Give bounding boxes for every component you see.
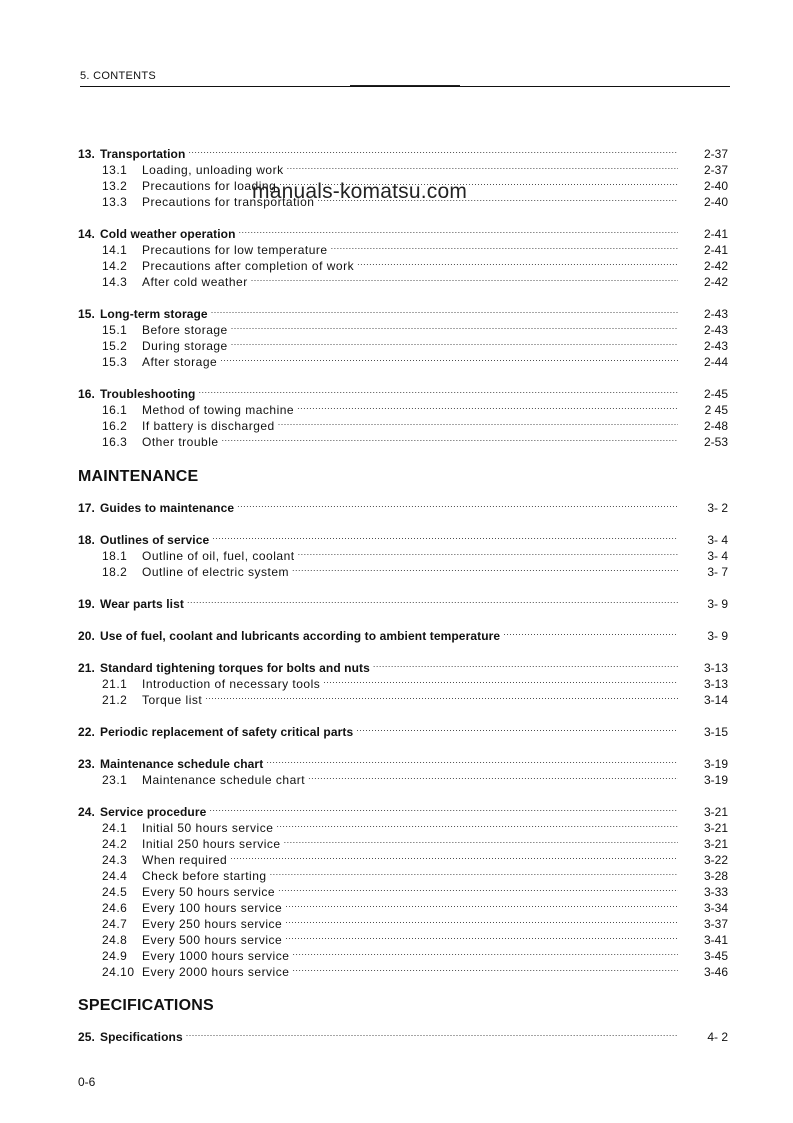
toc-group: [78, 624, 728, 643]
toc-group: [78, 528, 728, 579]
entry-page: 3- 7: [707, 565, 728, 579]
entry-page: 3-14: [703, 693, 728, 707]
entry-number: 24.8: [102, 933, 128, 947]
entry-page: 3-21: [703, 805, 728, 819]
toc-group: [78, 800, 728, 979]
toc-group: [78, 720, 728, 739]
toc-chapter-entry[interactable]: [78, 624, 728, 643]
dot-leader: [239, 222, 678, 238]
entry-page: 3-15: [703, 725, 728, 739]
entry-number: 14.: [78, 227, 95, 241]
entry-number: 24.: [78, 805, 95, 819]
entry-page: 3-41: [703, 933, 728, 947]
toc-group: [78, 752, 728, 787]
entry-number: 21.: [78, 661, 95, 675]
entry-number: 14.2: [102, 259, 128, 273]
entry-label: Introduction of necessary tools: [142, 677, 321, 691]
entry-number: 13.2: [102, 179, 128, 193]
entry-page: 2-43: [703, 339, 728, 353]
entry-page: 2-44: [703, 355, 728, 369]
entry-label: Torque list: [142, 693, 203, 707]
toc-group: [78, 656, 728, 707]
entry-number: 24.5: [102, 885, 128, 899]
entry-number: 13.: [78, 147, 95, 161]
entry-label: Initial 250 hours service: [142, 837, 281, 851]
toc-chapter-entry[interactable]: [78, 382, 728, 401]
entry-page: 3-37: [703, 917, 728, 931]
dot-leader: [209, 800, 678, 816]
entry-label: Maintenance schedule chart: [142, 773, 306, 787]
entry-number: 24.2: [102, 837, 128, 851]
page-number: 0-6: [78, 1075, 96, 1089]
entry-label: After storage: [142, 355, 218, 369]
dot-leader: [308, 768, 678, 784]
entry-label: During storage: [142, 339, 228, 353]
entry-page: 2-43: [703, 323, 728, 337]
dot-leader: [331, 238, 678, 254]
entry-page: 3-45: [703, 949, 728, 963]
entry-label: Loading, unloading work: [142, 163, 284, 177]
entry-number: 25.: [78, 1030, 95, 1044]
entry-label: Other trouble: [142, 435, 219, 449]
dot-leader: [285, 928, 678, 944]
watermark: manuals-komatsu.com: [252, 180, 468, 203]
dot-leader: [292, 944, 678, 960]
toc-chapter-entry[interactable]: [78, 592, 728, 611]
entry-page: 2-42: [703, 259, 728, 273]
entry-label: Wear parts list: [99, 597, 184, 611]
entry-label: Every 1000 hours service: [142, 949, 290, 963]
entry-label: Precautions for transportation: [142, 195, 315, 209]
toc-group: [78, 382, 728, 449]
entry-label: Every 250 hours service: [142, 917, 283, 931]
entry-number: 15.: [78, 307, 95, 321]
toc-part-specifications: [78, 1025, 728, 1057]
entry-label: Check before starting: [142, 869, 267, 883]
entry-label: Outlines of service: [99, 533, 210, 547]
entry-number: 24.10: [102, 965, 135, 979]
entry-number: 16.1: [102, 403, 128, 417]
entry-page: 2-45: [703, 387, 728, 401]
dot-leader: [292, 960, 678, 976]
entry-label: Guides to maintenance: [99, 501, 235, 515]
entry-page: 2-42: [703, 275, 728, 289]
entry-page: 2-41: [703, 227, 728, 241]
toc-chapter-entry[interactable]: [78, 222, 728, 241]
entry-number: 14.1: [102, 243, 128, 257]
dot-leader: [222, 430, 678, 446]
entry-page: 2-53: [703, 435, 728, 449]
entry-label: When required: [142, 853, 228, 867]
entry-label: Periodic replacement of safety critical parts: [99, 725, 354, 739]
entry-number: 22.: [78, 725, 95, 739]
entry-page: 3-34: [703, 901, 728, 915]
entry-number: 18.2: [102, 565, 128, 579]
dot-leader: [285, 896, 678, 912]
entry-label: Standard tightening torques for bolts and nuts: [99, 661, 370, 675]
dot-leader: [357, 254, 678, 270]
dot-leader: [205, 688, 678, 704]
dot-leader: [231, 334, 678, 350]
entry-number: 14.3: [102, 275, 128, 289]
toc-chapter-entry[interactable]: [78, 720, 728, 739]
entry-label: Long-term storage: [99, 307, 208, 321]
entry-label: Precautions for loading: [142, 179, 277, 193]
entry-page: 2-43: [703, 307, 728, 321]
entry-page: 2-37: [703, 163, 728, 177]
dot-leader: [220, 350, 678, 366]
entry-page: 2-41: [703, 243, 728, 257]
entry-label: Every 100 hours service: [142, 901, 283, 915]
entry-number: 13.3: [102, 195, 128, 209]
dot-leader: [373, 656, 678, 672]
entry-number: 21.1: [102, 677, 128, 691]
section-heading-maintenance: MAINTENANCE: [78, 468, 199, 485]
entry-page: 3-33: [703, 885, 728, 899]
entry-number: 24.3: [102, 853, 128, 867]
entry-page: 4- 2: [707, 1030, 728, 1044]
dot-leader: [292, 560, 678, 576]
entry-number: 15.2: [102, 339, 128, 353]
toc-chapter-entry[interactable]: [78, 1025, 728, 1044]
dot-leader: [231, 318, 678, 334]
entry-label: Every 50 hours service: [142, 885, 276, 899]
dot-leader: [356, 720, 678, 736]
entry-number: 24.7: [102, 917, 128, 931]
entry-page: 3-19: [703, 773, 728, 787]
toc-chapter-entry[interactable]: [78, 656, 728, 675]
entry-number: 13.1: [102, 163, 128, 177]
entry-number: 23.: [78, 757, 95, 771]
entry-number: 15.1: [102, 323, 128, 337]
section-heading-specifications: SPECIFICATIONS: [78, 997, 214, 1014]
entry-label: Outline of oil, fuel, coolant: [142, 549, 295, 563]
dot-leader: [211, 302, 678, 318]
dot-leader: [278, 880, 678, 896]
dot-leader: [276, 816, 678, 832]
entry-label: Before storage: [142, 323, 228, 337]
dot-leader: [298, 544, 678, 560]
entry-label: Initial 50 hours service: [142, 821, 274, 835]
dot-leader: [237, 496, 678, 512]
entry-label: Use of fuel, coolant and lubricants according to ambient temperature: [99, 629, 501, 643]
entry-page: 3-22: [703, 853, 728, 867]
entry-label: Every 500 hours service: [142, 933, 283, 947]
entry-page: 3- 2: [707, 501, 728, 515]
toc-group: [78, 592, 728, 611]
entry-label: Outline of electric system: [142, 565, 290, 579]
entry-page: 3-28: [703, 869, 728, 883]
entry-label: Precautions for low temperature: [142, 243, 328, 257]
entry-number: 23.1: [102, 773, 128, 787]
entry-number: 18.1: [102, 549, 128, 563]
dot-leader: [503, 624, 678, 640]
entry-label: Every 2000 hours service: [142, 965, 290, 979]
toc-chapter-entry[interactable]: [78, 302, 728, 321]
entry-label: Transportation: [99, 147, 186, 161]
dot-leader: [297, 398, 678, 414]
entry-label: Troubleshooting: [99, 387, 196, 401]
entry-page: 3- 9: [707, 597, 728, 611]
entry-page: 2-37: [703, 147, 728, 161]
dot-leader: [287, 158, 678, 174]
entry-number: 21.2: [102, 693, 128, 707]
toc-group: [78, 302, 728, 369]
toc-chapter-entry[interactable]: [78, 752, 728, 771]
entry-label: Cold weather operation: [99, 227, 236, 241]
entry-page: 3-46: [703, 965, 728, 979]
dot-leader: [323, 672, 678, 688]
header-rule-accent: [350, 85, 460, 87]
entry-page: 3-19: [703, 757, 728, 771]
entry-page: 2-40: [703, 195, 728, 209]
toc-group: [78, 496, 728, 515]
dot-leader: [266, 752, 678, 768]
entry-page: 3-21: [703, 821, 728, 835]
entry-label: If battery is discharged: [142, 419, 275, 433]
dot-leader: [230, 848, 678, 864]
entry-number: 24.6: [102, 901, 128, 915]
entry-label: Service procedure: [99, 805, 207, 819]
entry-label: Method of towing machine: [142, 403, 295, 417]
entry-number: 18.: [78, 533, 95, 547]
entry-number: 19.: [78, 597, 95, 611]
toc-group: [78, 222, 728, 289]
entry-number: 15.3: [102, 355, 128, 369]
entry-label: Precautions after completion of work: [142, 259, 355, 273]
entry-label: After cold weather: [142, 275, 248, 289]
dot-leader: [186, 1025, 678, 1041]
toc-chapter-entry[interactable]: [78, 800, 728, 819]
entry-page: 3-13: [703, 661, 728, 675]
entry-page: 3- 4: [707, 533, 728, 547]
entry-number: 16.2: [102, 419, 128, 433]
entry-label: Maintenance schedule chart: [99, 757, 264, 771]
entry-page: 3-21: [703, 837, 728, 851]
dot-leader: [198, 382, 678, 398]
dot-leader: [284, 832, 678, 848]
entry-page: 3-13: [703, 677, 728, 691]
entry-number: 17.: [78, 501, 95, 515]
running-header: 5. CONTENTS: [80, 70, 157, 82]
dot-leader: [285, 912, 678, 928]
entry-number: 16.3: [102, 435, 128, 449]
dot-leader: [212, 528, 678, 544]
toc-chapter-entry[interactable]: [78, 142, 728, 161]
entry-label: Specifications: [99, 1030, 183, 1044]
dot-leader: [278, 414, 678, 430]
entry-number: 24.1: [102, 821, 128, 835]
dot-leader: [187, 592, 678, 608]
toc-part-maintenance: [78, 496, 728, 992]
entry-page: 3- 4: [707, 549, 728, 563]
dot-leader: [251, 270, 678, 286]
entry-number: 16.: [78, 387, 95, 401]
dot-leader: [270, 864, 678, 880]
entry-number: 20.: [78, 629, 95, 643]
dot-leader: [188, 142, 678, 158]
entry-page: 2 45: [704, 403, 728, 417]
toc-chapter-entry[interactable]: [78, 496, 728, 515]
toc-group: [78, 1025, 728, 1044]
entry-page: 2-40: [703, 179, 728, 193]
entry-page: 2-48: [703, 419, 728, 433]
entry-number: 24.4: [102, 869, 128, 883]
toc-chapter-entry[interactable]: [78, 528, 728, 547]
entry-page: 3- 9: [707, 629, 728, 643]
entry-number: 24.9: [102, 949, 128, 963]
